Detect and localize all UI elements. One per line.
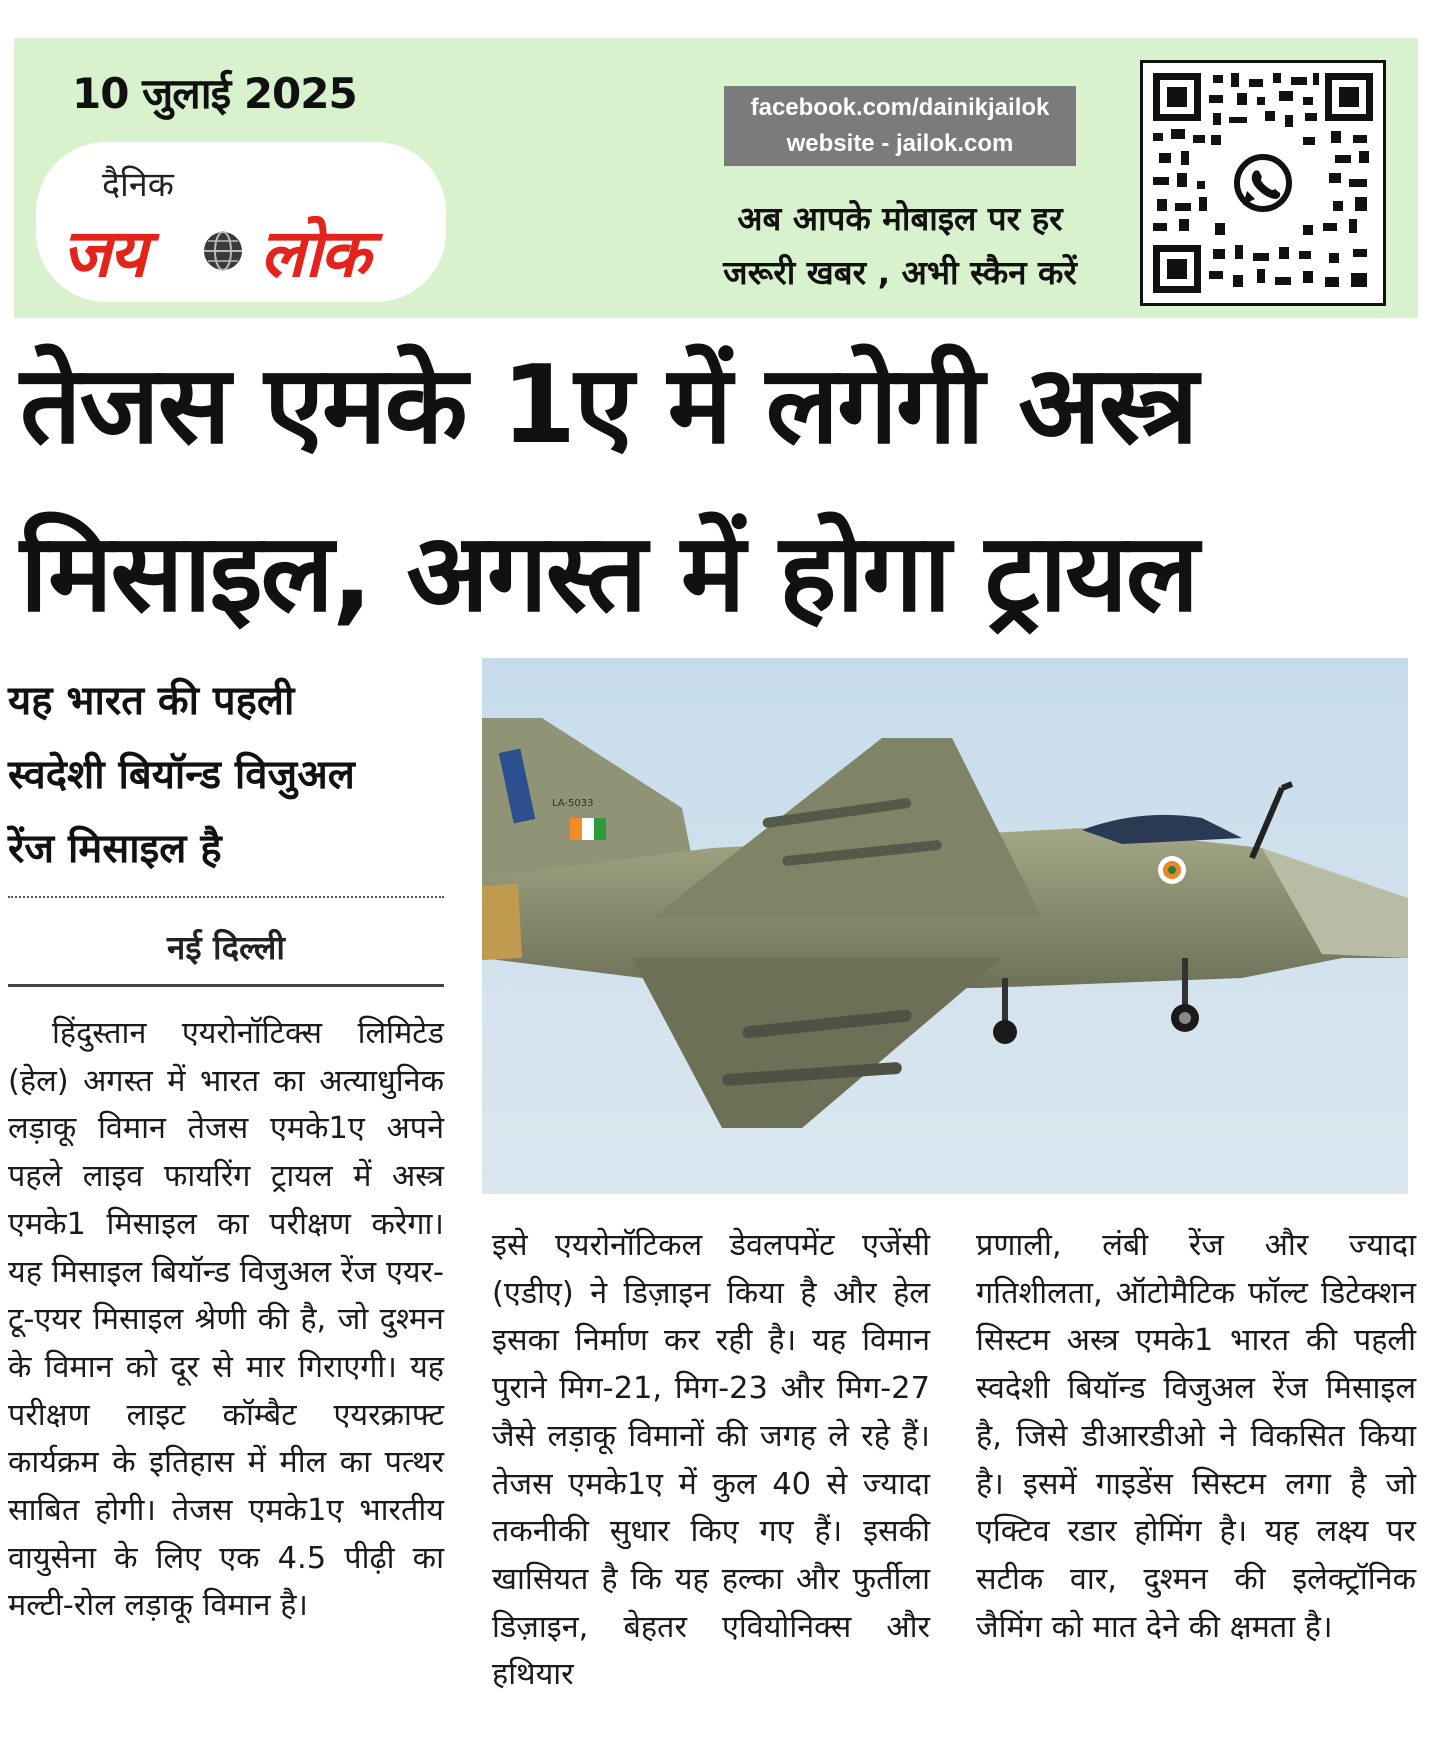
tricolor-flash (570, 818, 606, 840)
logo-dainik: दैनिक (102, 165, 174, 205)
article-column-1: हिंदुस्तान एयरोनॉटिक्स लिमिटेड (हेल) अगस्त में भारत का अत्याधुनिक लड़ाकू विमान तेजस एमके1ए अपने पहले लाइव फायरिंग ट्रायल में अस्त्र एमके1 मिसाइल का परीक्षण करेगा। यह मिसाइल बियॉन्ड विजुअल रेंज एयर-टू-एयर मिसाइल श्रेणी की है, जो दुश्मन के विमान को दूर से मार गिराएगी। यह परीक्षण लाइट कॉम्बैट एयरक्राफ्ट कार्यक्रम के इतिहास में मील का पत्थर साबित होगी। तेजस एमके1ए भारतीय वायुसेना के लिए एक 4.5 पीढ़ी का मल्टी-रोल लड़ाकू विमान है। (8, 1016, 444, 1624)
globe-icon (202, 230, 244, 272)
article-column-3: प्रणाली, लंबी रेंज और ज्यादा गतिशीलता, ऑटोमैटिक फॉल्ट डिटेक्शन सिस्टम अस्त्र एमके1 भारत की पहली स्वदेशी बियॉन्ड विजुअल रेंज मिसाइल है, जिसे डीआरडीओ ने विकसित किया है। इसमें गाइडेंस सिस्टम लगा है जो एक्टिव रडार होमिंग है। यह लक्ष्य पर सटीक वार, दुश्मन की इलेक्ट्रॉनिक जैमिंग को मात देने की क्षमता है। (976, 1228, 1416, 1645)
headline (20, 322, 1420, 658)
scan-promo (700, 192, 1100, 300)
subhead-line-3: रेंज मिसाइल है (8, 826, 222, 872)
website-link[interactable]: website - jailok.com (786, 130, 1014, 157)
dateline: नई दिल्ली (167, 928, 285, 967)
subhead-line-2: स्वदेशी बियॉन्ड विजुअल (8, 752, 355, 798)
qr-code-pattern (1153, 73, 1373, 293)
headline-line-2: मिसाइल, अगस्त में होगा ट्रायल (20, 511, 1198, 636)
facebook-link[interactable]: facebook.com/dainikjailok (750, 94, 1050, 121)
subhead-line-1: यह भारत की पहली (8, 678, 295, 724)
headline-line-1: तेजस एमके 1ए में लगेगी अस्त्र (20, 343, 1197, 468)
tail-code: LA-5033 (552, 798, 594, 809)
subheadline (8, 664, 448, 886)
logo-jailok (62, 206, 369, 296)
dotted-divider (8, 896, 444, 898)
promo-line-2: जरूरी खबर , अभी स्कैन करें (723, 253, 1077, 292)
qr-code[interactable] (1140, 60, 1386, 306)
solid-divider (8, 984, 444, 987)
social-links-box (724, 86, 1076, 166)
logo-word-jai: जय (62, 215, 146, 292)
issue-date: 10 जुलाई 2025 (72, 69, 357, 118)
promo-line-1: अब आपके मोबाइल पर हर (737, 199, 1063, 238)
tejas-jet-photo (482, 658, 1408, 1194)
logo-word-lok: लोक (260, 215, 369, 292)
article-column-2: इसे एयरोनॉटिकल डेवलपमेंट एजेंसी (एडीए) ने डिज़ाइन किया है और हेल इसका निर्माण कर रही है। यह विमान पुराने मिग-21, मिग-23 और मिग-27 जैसे लड़ाकू विमानों की जगह ले रहे हैं। तेजस एमके1ए में कुल 40 से ज्यादा तकनीकी सुधार किए गए हैं। इसकी खासियत है कि यह हल्का और फुर्तीला डिज़ाइन, बेहतर एवियोनिक्स और हथियार (492, 1228, 930, 1693)
